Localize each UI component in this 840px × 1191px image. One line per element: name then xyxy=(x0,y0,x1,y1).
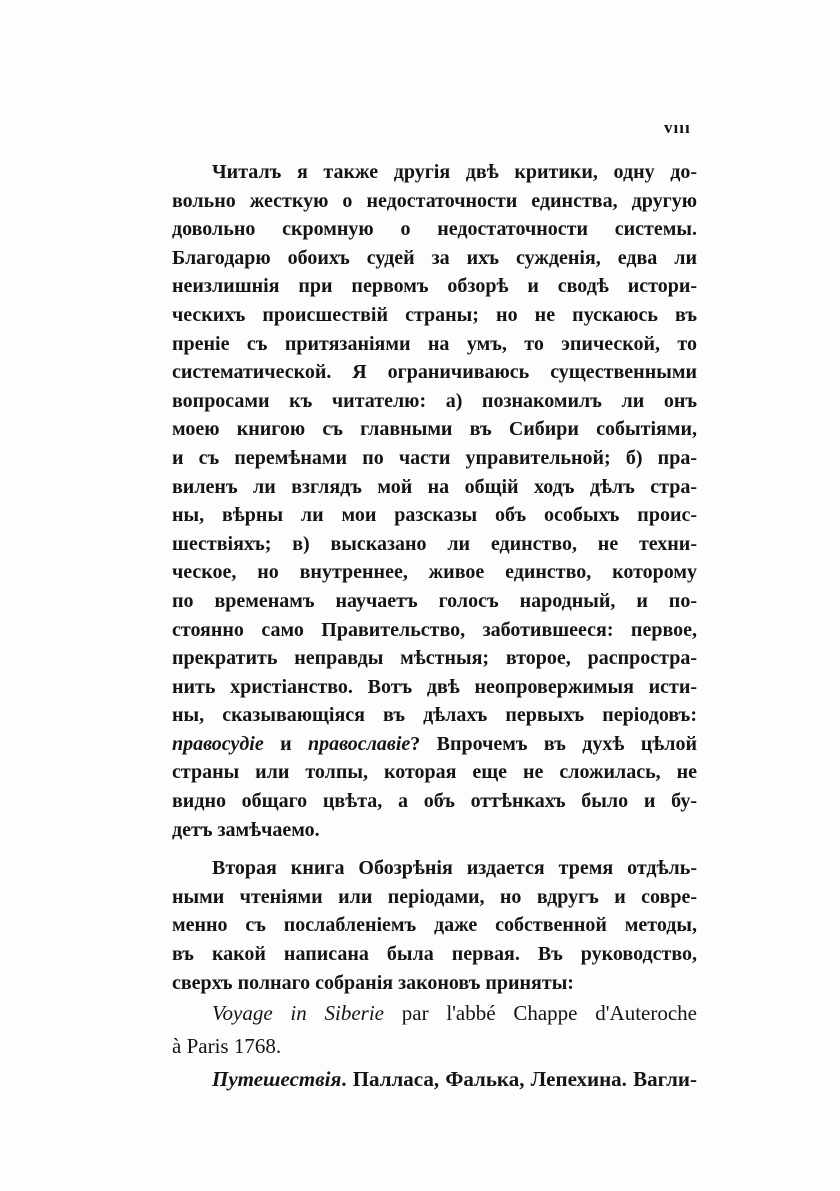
references xyxy=(172,997,697,1096)
text-line: ны, вѣрны ли мои разсказы объ особыхъ проис- xyxy=(172,504,697,527)
text-line: вопросами къ читателю: а) познакомилъ ли онъ xyxy=(172,389,697,412)
italic-term: православіе xyxy=(307,732,411,755)
italic-term: правосудіе xyxy=(172,732,264,755)
paragraph-1 xyxy=(172,158,697,844)
text-line: прекратить неправды мѣстныя; второе, распростра- xyxy=(172,647,697,670)
reference-line: à Paris 1768. xyxy=(172,1034,282,1059)
text-line: шествіяхъ; в) высказано ли единство, не техни- xyxy=(172,532,697,555)
paragraph-gap xyxy=(172,844,697,854)
text-line: моею книгою съ главными въ Сибири событіями, xyxy=(172,418,697,441)
text-line: ны, сказывающіяся въ дѣлахъ первыхъ періодовъ: xyxy=(172,704,697,727)
text-line: Вторая книга Обозрѣнія издается тремя отдѣль- xyxy=(212,857,697,880)
text-line: сверхъ полнаго собранія законовъ приняты: xyxy=(172,971,574,994)
paragraph-2 xyxy=(172,854,697,997)
text-line: видно общаго цвѣта, а объ оттѣнкахъ было и бу- xyxy=(172,790,697,813)
text-line-mixed xyxy=(172,730,697,759)
page-number: vııı xyxy=(664,118,691,137)
reference-detail: par l'abbé Chappe d'Auteroche xyxy=(383,1001,697,1026)
text-line: вольно жесткую о недостаточности единства, другую xyxy=(172,189,697,212)
reference-title: Voyage in Siberie xyxy=(212,1001,384,1026)
text-line: виленъ ли взглядъ мой на общій ходъ дѣлъ стра- xyxy=(172,475,697,498)
text-line: Благодарю обоихъ судей за ихъ сужденія, едва ли xyxy=(172,246,697,269)
line-continuation: ? Впрочемъ въ духѣ цѣлой xyxy=(410,732,697,755)
text-line: преніе съ притязаніями на умъ, то эпической, то xyxy=(172,332,697,355)
text-line: нить христіанство. Вотъ двѣ неопровержимыя исти- xyxy=(172,675,697,698)
reference-title: Путешествія xyxy=(212,1067,342,1092)
reference-line xyxy=(172,997,697,1030)
conjunction: и xyxy=(263,732,308,755)
text-line: ческое, но внутреннее, живое единство, которому xyxy=(172,561,697,584)
text-line: и съ перемѣнами по части управительной; б) пра- xyxy=(172,446,697,469)
reference-detail: . Палласа, Фалька, Лепехина. Вагли- xyxy=(341,1067,697,1092)
text-line: ческихъ происшествій страны; но не пускаюсь въ xyxy=(172,303,697,326)
text-line: детъ замѣчаемо. xyxy=(172,818,320,841)
text-line: неизлишнія при первомъ обзорѣ и сводѣ истори- xyxy=(172,275,697,298)
text-line: страны или толпы, которая еще не сложилась, не xyxy=(172,761,697,784)
text-line: систематической. Я ограничиваюсь существенными xyxy=(172,361,697,384)
text-line: довольно скромную о недостаточности системы. xyxy=(172,218,697,241)
reference-line xyxy=(172,1063,697,1096)
text-line: по временамъ научаетъ голосъ народный, и по- xyxy=(172,589,697,612)
body-text xyxy=(172,158,697,1096)
text-line: въ какой написана была первая. Въ руководство, xyxy=(172,943,697,966)
text-line: менно съ послабленіемъ даже собственной методы, xyxy=(172,914,697,937)
text-line: стоянно само Правительство, заботившееся: первое, xyxy=(172,618,697,641)
text-line: Читалъ я также другія двѣ критики, одну до- xyxy=(212,161,697,183)
text-line: ными чтеніями или періодами, но вдругъ и совре- xyxy=(172,885,697,908)
